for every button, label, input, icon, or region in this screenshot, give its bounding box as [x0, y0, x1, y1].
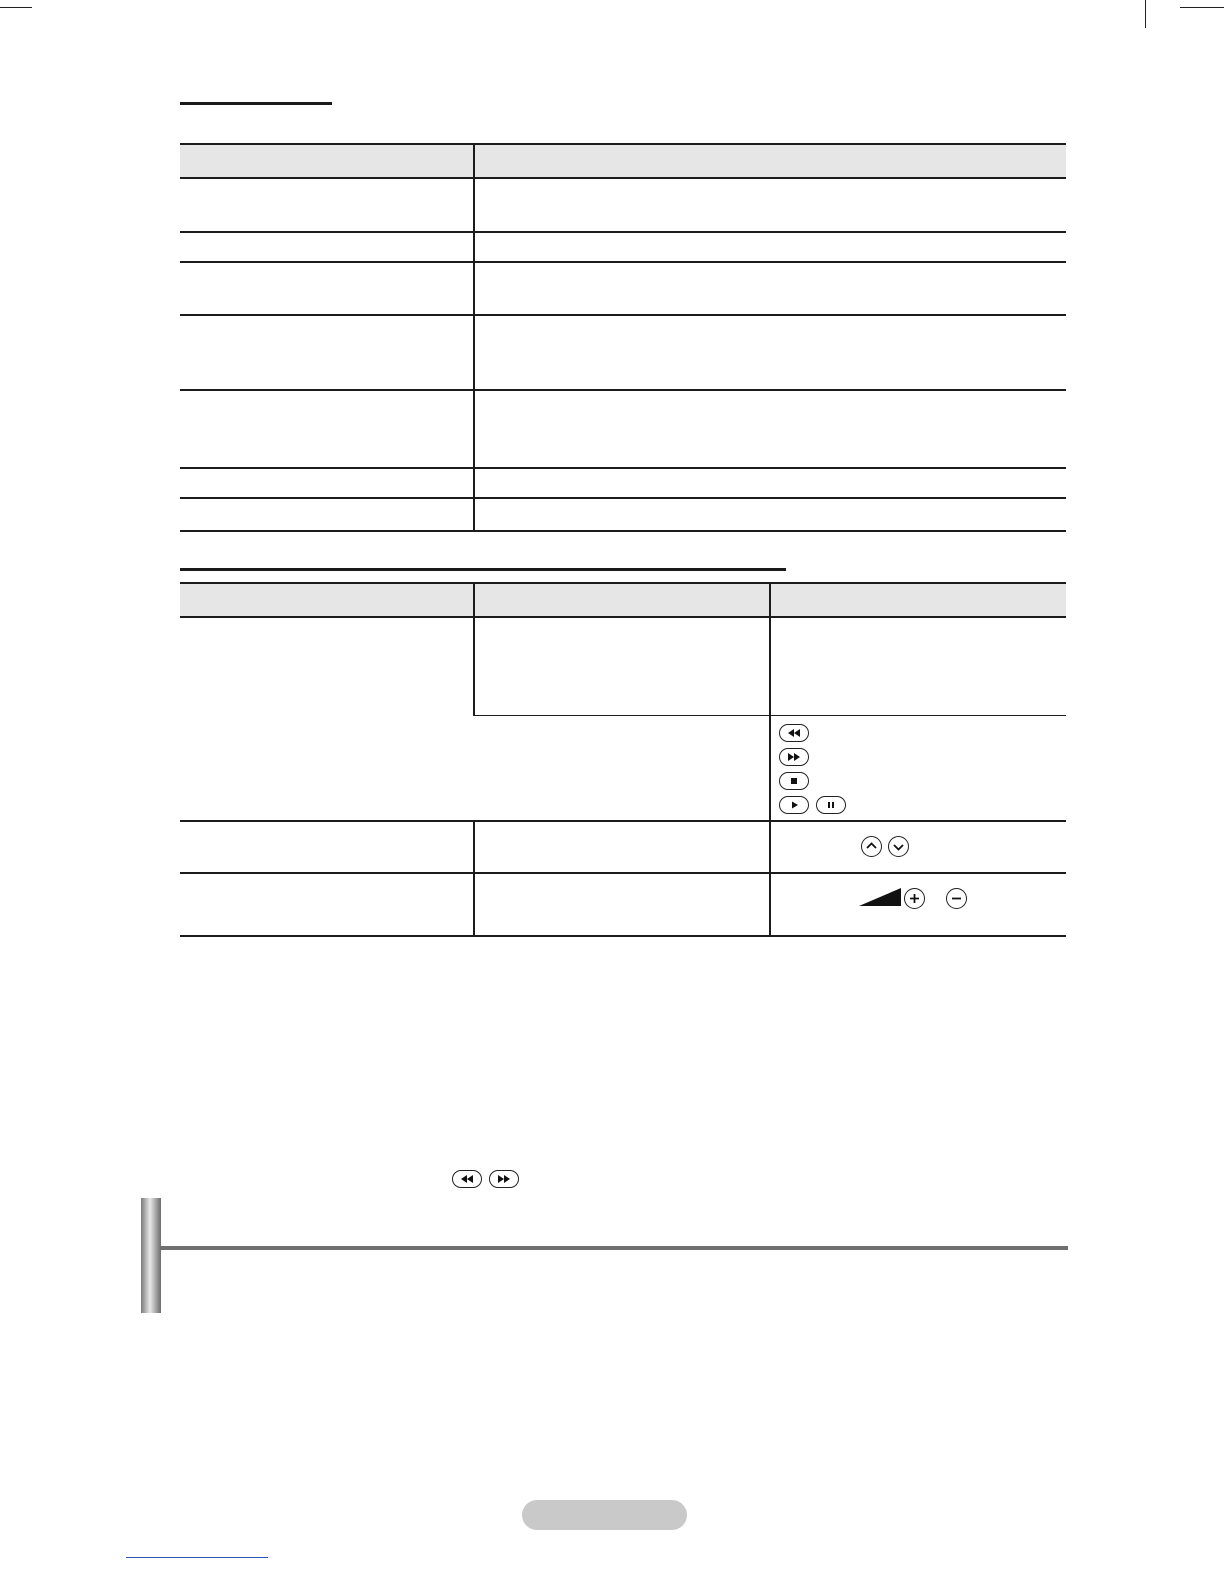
table1-cell	[474, 498, 1066, 531]
plus-icon	[904, 888, 925, 909]
table2-cell	[474, 716, 770, 822]
section1-heading-underline	[180, 102, 332, 105]
table1-cell	[180, 390, 474, 468]
table1-cell	[180, 262, 474, 315]
crop-mark-top-center	[1145, 0, 1146, 28]
table2-cell	[180, 617, 474, 821]
channel-down-icon	[888, 836, 909, 857]
table1-cell	[474, 178, 1066, 232]
table2	[180, 582, 1066, 937]
minus-icon	[946, 888, 967, 909]
table2-cell-playback-buttons	[770, 716, 1066, 822]
section-marker-bar	[141, 1198, 161, 1313]
table1-cell	[180, 178, 474, 232]
table-row	[180, 821, 1066, 873]
stop-icon	[779, 772, 809, 790]
table2-header-col3	[770, 583, 1066, 617]
channel-up-icon	[861, 836, 882, 857]
fast-forward-icon	[779, 748, 809, 766]
section-rule	[161, 1246, 1068, 1250]
table2-cell	[474, 617, 770, 716]
table-row	[180, 617, 1066, 716]
crop-mark-top-right	[1180, 7, 1224, 8]
table2-header-col1	[180, 583, 474, 617]
table2-cell-channel-buttons	[770, 821, 1066, 873]
table2-cell-volume-buttons	[770, 873, 1066, 936]
pause-icon	[816, 796, 846, 814]
table1-cell	[474, 262, 1066, 315]
table-row	[180, 315, 1066, 390]
table-row	[180, 390, 1066, 468]
table-row	[180, 873, 1066, 936]
table1-cell	[474, 468, 1066, 498]
table1	[180, 143, 1066, 532]
inline-seek-buttons	[452, 1170, 522, 1188]
table1-cell	[180, 232, 474, 262]
rewind-icon	[452, 1170, 482, 1188]
table1-cell	[474, 390, 1066, 468]
table1-cell	[474, 315, 1066, 390]
table-row	[180, 498, 1066, 531]
table1-header-col1	[180, 144, 474, 178]
table1-cell	[180, 468, 474, 498]
table2-header-col2	[474, 583, 770, 617]
footer-link-underline[interactable]	[126, 1557, 268, 1558]
section2-heading-underline	[180, 568, 786, 571]
table2-cell	[180, 873, 474, 936]
play-icon	[779, 796, 809, 814]
table2-cell	[474, 821, 770, 873]
table-row	[180, 232, 1066, 262]
page-number-badge	[522, 1500, 687, 1530]
table2-cell	[180, 821, 474, 873]
table2-cell	[770, 617, 1066, 716]
table-row	[180, 178, 1066, 232]
table1-cell	[180, 498, 474, 531]
table-row	[180, 468, 1066, 498]
table2-cell	[474, 873, 770, 936]
rewind-icon	[779, 724, 809, 742]
fast-forward-icon	[489, 1170, 519, 1188]
table1-cell	[180, 315, 474, 390]
volume-wedge-icon	[859, 888, 901, 906]
table-row	[180, 262, 1066, 315]
table2-header-row	[180, 583, 1066, 617]
table1-header-row	[180, 144, 1066, 178]
crop-mark-top-left	[0, 7, 32, 8]
table1-header-col2	[474, 144, 1066, 178]
table1-cell	[474, 232, 1066, 262]
